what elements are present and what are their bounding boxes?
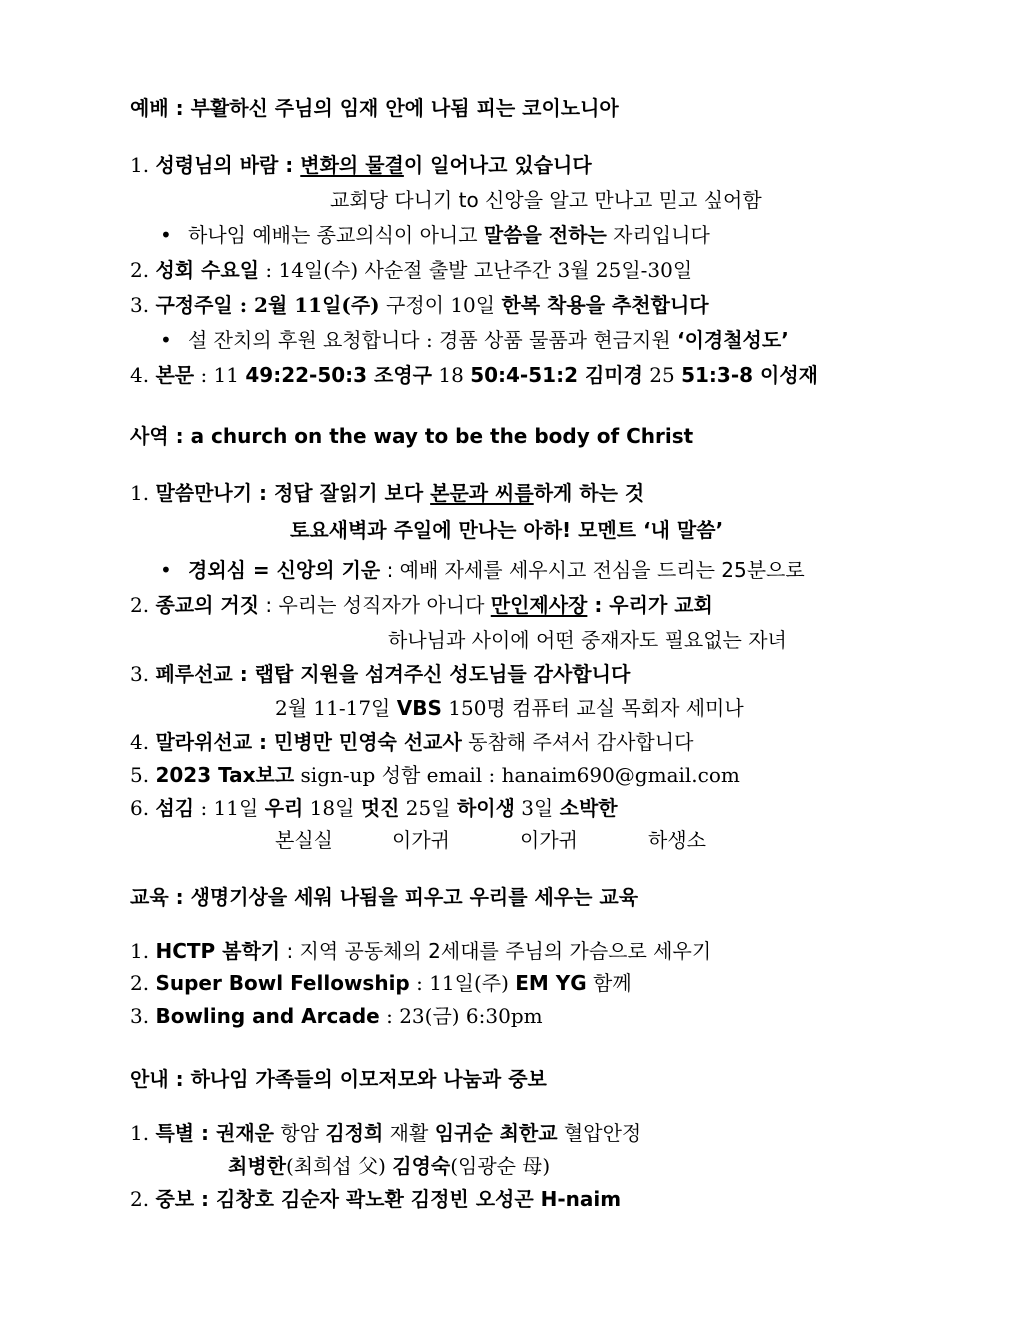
ministry-item-4 bbox=[130, 729, 693, 755]
item-number: 2. bbox=[130, 593, 150, 617]
notice-item-1 bbox=[130, 1120, 641, 1146]
worship-item-1-sub: 교회당 다니기 to 신앙을 알고 만나고 믿고 싶어함 bbox=[330, 188, 762, 212]
person-name: 임귀순 최한교 bbox=[434, 1121, 558, 1145]
ministry-bullet-1 bbox=[160, 557, 805, 583]
worship-item-4 bbox=[130, 362, 818, 388]
ministry-item-6 bbox=[130, 795, 618, 821]
ministry-item-6-sub-2: 이가귀 bbox=[392, 828, 450, 852]
item-number: 4. bbox=[130, 363, 150, 387]
item-text: 구정이 10일 bbox=[379, 293, 502, 317]
notice-item-1-sub bbox=[228, 1153, 550, 1179]
item-date: 18 bbox=[432, 363, 471, 387]
item-count: 150명 bbox=[441, 696, 513, 720]
item-date: 3일 bbox=[514, 796, 560, 820]
ministry-item-6-sub-4: 하생소 bbox=[648, 828, 706, 852]
item-date: 25 bbox=[642, 363, 682, 387]
item-title: 성령님의 바람 bbox=[155, 153, 279, 177]
bullet-bold: ‘이경철성도’ bbox=[677, 328, 789, 352]
education-item-3 bbox=[130, 1003, 543, 1029]
item-number: 5. bbox=[130, 763, 150, 787]
item-text: 컴퓨터 교실 목회자 세미나 bbox=[512, 696, 744, 720]
separator: : bbox=[194, 1121, 217, 1145]
item-date: : 11 bbox=[194, 363, 246, 387]
item-title: 성회 수요일 bbox=[155, 258, 260, 282]
worship-item-3 bbox=[130, 292, 709, 318]
ministry-item-1-sub: 토요새벽과 주일에 만나는 아하! 모멘트 ‘내 말씀’ bbox=[290, 518, 724, 542]
person-name: 김정희 bbox=[325, 1121, 384, 1145]
item-date: : 11일(주) bbox=[409, 971, 516, 995]
worship-item-1 bbox=[130, 152, 592, 178]
reader-name: 조영구 bbox=[367, 363, 433, 387]
team-name: 우리 bbox=[264, 796, 304, 820]
person-name: 권재운 bbox=[216, 1121, 274, 1145]
bullet-bold: 경외심 = 신앙의 기운 bbox=[188, 558, 381, 582]
education-item-2 bbox=[130, 970, 632, 996]
item-number: 3. bbox=[130, 293, 150, 317]
reader-name: 이성재 bbox=[753, 363, 818, 387]
item-date: 18일 bbox=[303, 796, 361, 820]
item-number: 1. bbox=[130, 939, 150, 963]
separator: : bbox=[278, 153, 301, 177]
item-text: 항암 bbox=[274, 1121, 326, 1145]
item-bold-text: 한복 착용을 추천합니다 bbox=[501, 293, 709, 317]
item-text: (최희섭 父) bbox=[285, 1154, 393, 1178]
item-number: 4. bbox=[130, 730, 150, 754]
item-title: 2023 Tax보고 bbox=[155, 763, 295, 787]
ministry-item-2 bbox=[130, 592, 713, 618]
team-name: 하이생 bbox=[456, 796, 515, 820]
item-text: 혈압안정 bbox=[557, 1121, 642, 1145]
item-number: 3. bbox=[130, 662, 150, 686]
education-heading: 교육 : 생명기상을 세워 나됨을 피우고 우리를 세우는 교육 bbox=[130, 885, 639, 909]
item-number: 1. bbox=[130, 1121, 150, 1145]
item-title: 종교의 거짓 bbox=[155, 593, 260, 617]
item-date: : 2월 11일(주) bbox=[232, 293, 380, 317]
item-title: 중보 bbox=[155, 1187, 195, 1211]
item-number: 1. bbox=[130, 153, 150, 177]
item-text: : 우리가 교회 bbox=[587, 593, 713, 617]
underlined-phrase: 본문과 씨름 bbox=[430, 481, 534, 505]
item-date: 25일 bbox=[399, 796, 457, 820]
verse-ref: 50:4-51:2 bbox=[470, 363, 578, 387]
ministry-item-5 bbox=[130, 762, 740, 788]
item-number: 6. bbox=[130, 796, 150, 820]
bullet-icon: • bbox=[160, 558, 172, 582]
item-title: HCTP 봄학기 bbox=[155, 939, 281, 963]
item-title: 특별 bbox=[155, 1121, 195, 1145]
item-title: 페루선교 bbox=[155, 662, 233, 686]
bullet-bold: 말씀을 전하는 bbox=[483, 223, 607, 247]
worship-heading: 예배 : 부활하신 주님의 임재 안에 나됨 피는 코이노니아 bbox=[130, 96, 619, 120]
ministry-heading: 사역 : a church on the way to be the body of Christ bbox=[130, 424, 694, 448]
ministry-item-6-sub-1: 본실실 bbox=[275, 828, 333, 852]
verse-ref: 51:3-8 bbox=[681, 363, 754, 387]
item-title: 본문 bbox=[155, 363, 195, 387]
item-number: 3. bbox=[130, 1004, 150, 1028]
item-title: Super Bowl Fellowship bbox=[155, 971, 410, 995]
person-name: 최병한 bbox=[228, 1154, 286, 1178]
item-text: sign-up 성함 email : hanaim690@gmail.com bbox=[294, 763, 740, 787]
underlined-phrase: 변화의 물결 bbox=[300, 153, 404, 177]
ministry-item-6-sub-3: 이가귀 bbox=[520, 828, 578, 852]
item-text: (임광순 母) bbox=[450, 1154, 551, 1178]
underlined-phrase: 만인제사장 bbox=[490, 593, 588, 617]
item-number: 1. bbox=[130, 481, 150, 505]
item-text: 이 일어나고 있습니다 bbox=[403, 153, 592, 177]
worship-item-2 bbox=[130, 257, 692, 283]
item-text: 재활 bbox=[383, 1121, 435, 1145]
notice-item-2 bbox=[130, 1186, 621, 1212]
item-text: 동참해 주셔서 감사합니다 bbox=[461, 730, 694, 754]
ministry-item-1 bbox=[130, 480, 644, 506]
reader-name: 김미경 bbox=[577, 363, 643, 387]
item-title: Bowling and Arcade bbox=[155, 1004, 380, 1028]
item-text: 하게 하는 것 bbox=[533, 481, 645, 505]
item-date: 2월 11-17일 bbox=[275, 696, 397, 720]
bullet-text: : 예배 자세를 세우시고 전심을 드리는 25분으로 bbox=[380, 558, 805, 582]
bullet-text: 설 잔치의 후원 요청합니다 bbox=[188, 328, 420, 352]
notice-heading: 안내 : 하나임 가족들의 이모저모와 나눔과 중보 bbox=[130, 1067, 547, 1091]
education-item-1 bbox=[130, 938, 711, 964]
item-text: : 랩탑 지원을 섬겨주신 성도님들 감사합니다 bbox=[232, 662, 631, 686]
item-text: : 지역 공동체의 2세대를 주님의 가슴으로 세우기 bbox=[280, 939, 712, 963]
item-text: : 정답 잘읽기 보다 bbox=[252, 481, 431, 505]
item-bold-text: EM YG bbox=[515, 971, 587, 995]
team-name: 소박한 bbox=[559, 796, 618, 820]
bullet-tail: 자리입니다 bbox=[606, 223, 710, 247]
item-text: : 우리는 성직자가 아니다 bbox=[259, 593, 491, 617]
bullet-icon: • bbox=[160, 223, 172, 247]
worship-bullet-1 bbox=[160, 222, 710, 248]
item-text: 함께 bbox=[586, 971, 632, 995]
item-text: : 김창호 김순자 곽노환 김정빈 오성곤 H-naim bbox=[194, 1187, 622, 1211]
item-text: : 14일(수) 사순절 출발 고난주간 3월 25일-30일 bbox=[259, 258, 693, 282]
person-name: 김영숙 bbox=[392, 1154, 451, 1178]
item-date: : 11일 bbox=[194, 796, 265, 820]
item-title: 섬김 bbox=[155, 796, 195, 820]
ministry-item-3-sub bbox=[275, 695, 744, 721]
ministry-item-2-sub: 하나님과 사이에 어떤 중재자도 필요없는 자녀 bbox=[388, 628, 787, 652]
ministry-item-3 bbox=[130, 661, 630, 687]
bullet-tail: : 경품 상품 물품과 현금지원 bbox=[419, 328, 677, 352]
item-title: 구정주일 bbox=[155, 293, 233, 317]
vbs-label: VBS bbox=[396, 696, 442, 720]
item-title: 말라위선교 bbox=[155, 730, 253, 754]
team-name: 멋진 bbox=[360, 796, 400, 820]
item-number: 2. bbox=[130, 1187, 150, 1211]
item-text: : 23(금) 6:30pm bbox=[379, 1004, 543, 1028]
worship-bullet-2 bbox=[160, 327, 789, 353]
verse-ref: 49:22-50:3 bbox=[245, 363, 368, 387]
item-title: 말씀만나기 bbox=[155, 481, 253, 505]
item-bold-text: : 민병만 민영숙 선교사 bbox=[252, 730, 462, 754]
bullet-icon: • bbox=[160, 328, 172, 352]
item-number: 2. bbox=[130, 258, 150, 282]
bullet-text: 하나임 예배는 종교의식이 아니고 bbox=[188, 223, 484, 247]
item-number: 2. bbox=[130, 971, 150, 995]
